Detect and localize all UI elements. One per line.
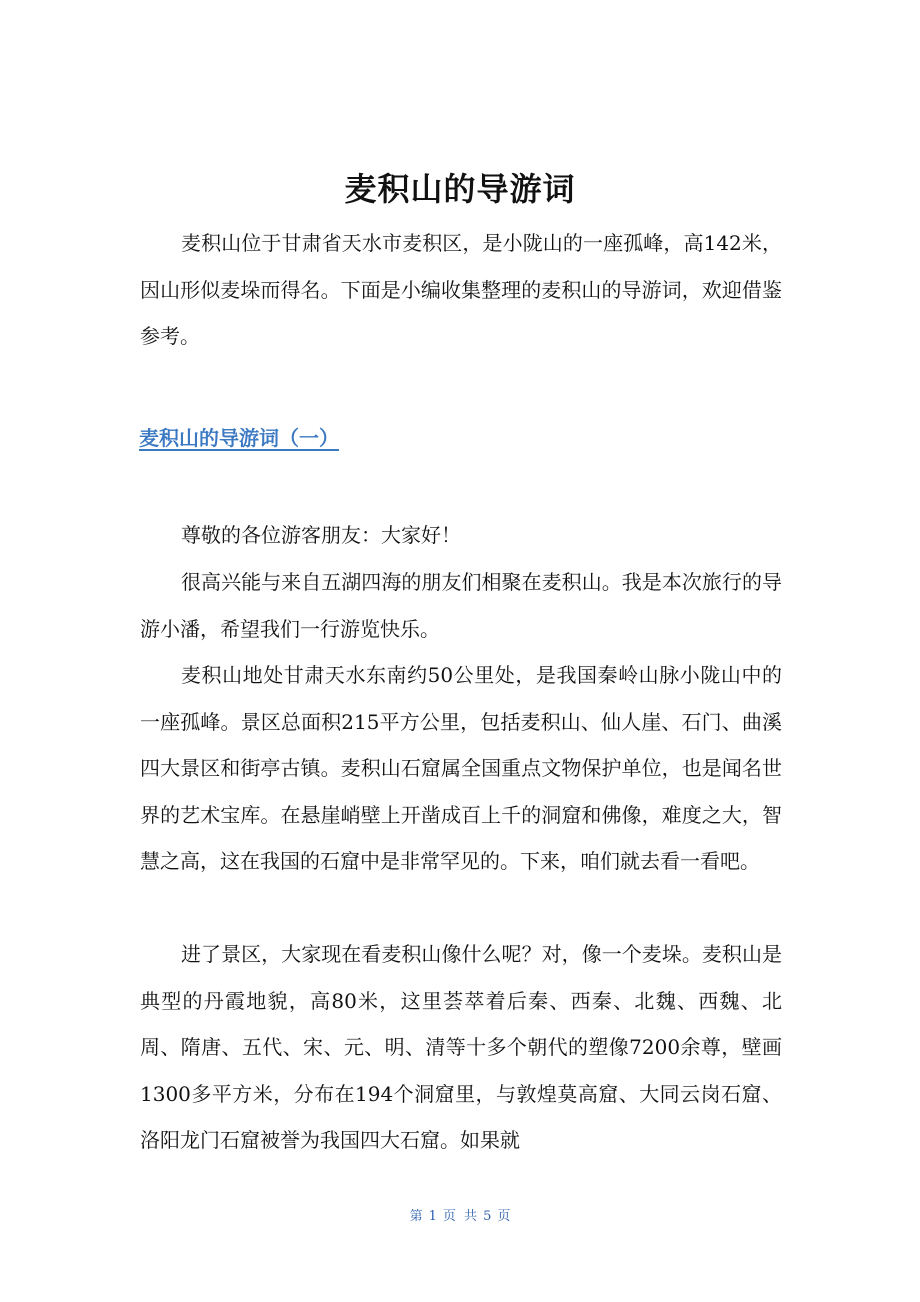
footer-total-pages: 5: [483, 1209, 492, 1224]
body-paragraph-overview: 进了景区，大家现在看麦积山像什么呢？对，像一个麦垛。麦积山是典型的丹霞地貌，高80米，这里荟萃着后秦、西秦、北魏、西魏、北周、隋唐、五代、宋、元、明、清等十多个朝代的塑像7200余尊，壁画1300多平方米，分布在194个洞窟里，与敦煌莫高窟、大同云岗石窟、洛阳龙门石窟被誉为我国四大石窟。如果就: [140, 942, 782, 1152]
body-paragraph-greeting: 尊敬的各位游客朋友：大家好！: [181, 523, 461, 547]
body-paragraph-location: 麦积山地处甘肃天水东南约50公里处，是我国秦岭山脉小陇山中的一座孤峰。景区总面积215平方公里，包括麦积山、仙人崖、石门、曲溪四大景区和街亭古镇。麦积山石窟属全国重点文物保护单位，也是闻名世界的艺术宝库。在悬崖峭壁上开凿成百上千的洞窟和佛像，难度之大，智慧之高，这在我国的石窟中是非常罕见的。下来，咱们就去看一看吧。: [140, 663, 782, 873]
body-paragraph-welcome: 很高兴能与来自五湖四海的朋友们相聚在麦积山。我是本次旅行的导游小潘，希望我们一行游览快乐。: [140, 570, 782, 641]
section-heading-link[interactable]: 麦积山的导游词（一）: [139, 426, 339, 450]
footer-prefix: 第: [409, 1209, 423, 1224]
intro-paragraph: 麦积山位于甘肃省天水市麦积区，是小陇山的一座孤峰，高142米，因山形似麦垛而得名。下面是小编收集整理的麦积山的导游词，欢迎借鉴参考。: [140, 231, 782, 348]
page-title: 麦积山的导游词: [344, 170, 576, 209]
footer-middle: 页 共: [442, 1209, 478, 1224]
footer-suffix: 页: [497, 1209, 511, 1224]
page-footer: [0, 1206, 920, 1228]
footer-page-number: 1: [428, 1209, 437, 1224]
